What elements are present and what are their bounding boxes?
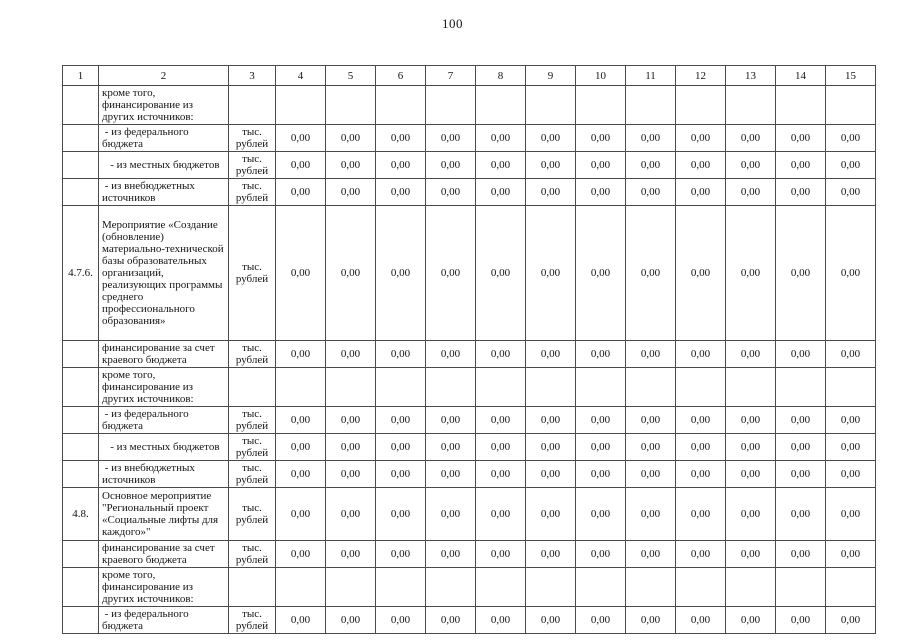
value-cell: 0,00	[626, 179, 676, 206]
value-cell: 0,00	[526, 407, 576, 434]
value-cell: 0,00	[476, 206, 526, 341]
value-cell: 0,00	[826, 206, 876, 341]
row-number: 4.8.	[63, 488, 99, 541]
value-cell: 0,00	[726, 206, 776, 341]
value-cell: 0,00	[276, 488, 326, 541]
value-cell	[576, 86, 626, 125]
value-cell: 0,00	[626, 125, 676, 152]
table-row	[63, 607, 876, 634]
value-cell: 0,00	[776, 341, 826, 368]
value-cell: 0,00	[326, 607, 376, 634]
table-header-cell: 8	[476, 66, 526, 86]
row-label: - из федерального бюджета	[99, 407, 229, 434]
value-cell	[826, 86, 876, 125]
value-cell: 0,00	[576, 341, 626, 368]
value-cell: 0,00	[676, 488, 726, 541]
value-cell: 0,00	[526, 434, 576, 461]
value-cell	[626, 368, 676, 407]
value-cell	[476, 568, 526, 607]
table-body	[63, 86, 876, 634]
value-cell	[676, 368, 726, 407]
row-number	[63, 607, 99, 634]
value-cell: 0,00	[626, 152, 676, 179]
row-unit: тыс. рублей	[229, 461, 276, 488]
value-cell	[376, 368, 426, 407]
value-cell	[376, 86, 426, 125]
value-cell: 0,00	[526, 607, 576, 634]
value-cell: 0,00	[426, 125, 476, 152]
value-cell: 0,00	[676, 541, 726, 568]
row-number	[63, 179, 99, 206]
value-cell: 0,00	[476, 125, 526, 152]
value-cell: 0,00	[426, 434, 476, 461]
value-cell: 0,00	[476, 407, 526, 434]
row-unit: тыс. рублей	[229, 434, 276, 461]
value-cell: 0,00	[476, 434, 526, 461]
value-cell: 0,00	[376, 461, 426, 488]
row-number	[63, 368, 99, 407]
table-header-cell: 14	[776, 66, 826, 86]
row-label: кроме того, финансирование из других источников:	[99, 368, 229, 407]
value-cell: 0,00	[376, 341, 426, 368]
value-cell: 0,00	[826, 488, 876, 541]
table-header-cell: 9	[526, 66, 576, 86]
value-cell	[726, 368, 776, 407]
value-cell: 0,00	[826, 461, 876, 488]
value-cell: 0,00	[576, 125, 626, 152]
value-cell	[426, 568, 476, 607]
row-unit: тыс. рублей	[229, 407, 276, 434]
value-cell: 0,00	[776, 125, 826, 152]
value-cell: 0,00	[526, 488, 576, 541]
value-cell	[676, 86, 726, 125]
value-cell: 0,00	[676, 434, 726, 461]
table-header-cell: 1	[63, 66, 99, 86]
value-cell: 0,00	[626, 488, 676, 541]
value-cell: 0,00	[476, 152, 526, 179]
value-cell	[726, 568, 776, 607]
value-cell: 0,00	[826, 407, 876, 434]
row-label: - из местных бюджетов	[99, 434, 229, 461]
value-cell: 0,00	[726, 434, 776, 461]
value-cell: 0,00	[726, 179, 776, 206]
value-cell	[576, 568, 626, 607]
row-unit: тыс. рублей	[229, 152, 276, 179]
value-cell: 0,00	[526, 152, 576, 179]
value-cell: 0,00	[326, 206, 376, 341]
value-cell: 0,00	[376, 179, 426, 206]
value-cell: 0,00	[576, 179, 626, 206]
row-label: финансирование за счет краевого бюджета	[99, 341, 229, 368]
value-cell: 0,00	[376, 407, 426, 434]
value-cell: 0,00	[826, 541, 876, 568]
value-cell: 0,00	[726, 461, 776, 488]
value-cell: 0,00	[576, 488, 626, 541]
table-header-cell: 13	[726, 66, 776, 86]
value-cell	[276, 86, 326, 125]
row-number	[63, 152, 99, 179]
value-cell: 0,00	[726, 541, 776, 568]
value-cell: 0,00	[376, 152, 426, 179]
table-row	[63, 568, 876, 607]
value-cell: 0,00	[426, 341, 476, 368]
value-cell: 0,00	[676, 152, 726, 179]
value-cell	[726, 86, 776, 125]
value-cell: 0,00	[776, 461, 826, 488]
table-row	[63, 179, 876, 206]
value-cell: 0,00	[276, 341, 326, 368]
row-label: Основное мероприятие "Региональный проект «Социальные лифты для каждого»"	[99, 488, 229, 541]
value-cell: 0,00	[576, 152, 626, 179]
value-cell: 0,00	[276, 407, 326, 434]
value-cell: 0,00	[476, 341, 526, 368]
value-cell	[776, 568, 826, 607]
value-cell: 0,00	[726, 607, 776, 634]
value-cell: 0,00	[626, 407, 676, 434]
value-cell	[476, 86, 526, 125]
value-cell: 0,00	[526, 125, 576, 152]
row-unit: тыс. рублей	[229, 125, 276, 152]
row-number	[63, 407, 99, 434]
value-cell: 0,00	[576, 407, 626, 434]
value-cell: 0,00	[676, 341, 726, 368]
value-cell: 0,00	[326, 179, 376, 206]
value-cell: 0,00	[576, 541, 626, 568]
value-cell	[326, 368, 376, 407]
value-cell: 0,00	[626, 206, 676, 341]
value-cell: 0,00	[326, 461, 376, 488]
table-row	[63, 461, 876, 488]
row-number	[63, 125, 99, 152]
value-cell: 0,00	[626, 461, 676, 488]
value-cell: 0,00	[326, 434, 376, 461]
value-cell: 0,00	[276, 152, 326, 179]
value-cell: 0,00	[526, 341, 576, 368]
value-cell: 0,00	[826, 179, 876, 206]
value-cell: 0,00	[826, 607, 876, 634]
value-cell: 0,00	[326, 541, 376, 568]
value-cell	[526, 368, 576, 407]
value-cell: 0,00	[376, 488, 426, 541]
value-cell: 0,00	[426, 407, 476, 434]
row-unit	[229, 86, 276, 125]
table-header-cell: 10	[576, 66, 626, 86]
row-number	[63, 86, 99, 125]
row-number	[63, 541, 99, 568]
value-cell: 0,00	[676, 206, 726, 341]
value-cell: 0,00	[276, 125, 326, 152]
value-cell: 0,00	[826, 341, 876, 368]
value-cell: 0,00	[576, 607, 626, 634]
value-cell: 0,00	[576, 206, 626, 341]
value-cell	[276, 568, 326, 607]
row-unit	[229, 368, 276, 407]
value-cell: 0,00	[376, 125, 426, 152]
value-cell	[826, 368, 876, 407]
budget-table	[62, 65, 876, 634]
value-cell: 0,00	[276, 206, 326, 341]
value-cell: 0,00	[626, 607, 676, 634]
table-header-cell: 7	[426, 66, 476, 86]
value-cell: 0,00	[426, 607, 476, 634]
value-cell: 0,00	[576, 461, 626, 488]
value-cell: 0,00	[426, 461, 476, 488]
row-label: - из внебюджетных источников	[99, 179, 229, 206]
value-cell: 0,00	[676, 461, 726, 488]
value-cell: 0,00	[326, 407, 376, 434]
value-cell	[576, 368, 626, 407]
value-cell: 0,00	[576, 434, 626, 461]
value-cell: 0,00	[426, 488, 476, 541]
value-cell: 0,00	[526, 179, 576, 206]
table-header-cell: 2	[99, 66, 229, 86]
value-cell	[276, 368, 326, 407]
row-label: - из федерального бюджета	[99, 125, 229, 152]
table-row	[63, 541, 876, 568]
value-cell: 0,00	[776, 206, 826, 341]
value-cell	[426, 86, 476, 125]
value-cell: 0,00	[426, 152, 476, 179]
row-unit: тыс. рублей	[229, 541, 276, 568]
value-cell: 0,00	[776, 434, 826, 461]
row-unit	[229, 568, 276, 607]
value-cell: 0,00	[776, 179, 826, 206]
row-unit: тыс. рублей	[229, 607, 276, 634]
table-row	[63, 125, 876, 152]
row-number	[63, 461, 99, 488]
row-label: кроме того, финансирование из других источников:	[99, 86, 229, 125]
value-cell: 0,00	[276, 179, 326, 206]
value-cell	[676, 568, 726, 607]
value-cell: 0,00	[626, 541, 676, 568]
row-label: - из внебюджетных источников	[99, 461, 229, 488]
value-cell: 0,00	[526, 461, 576, 488]
row-label: Мероприятие «Создание (обновление) материально-технической базы образовательных организаций, реализующих программы среднего профессионального образования»	[99, 206, 229, 341]
value-cell	[626, 568, 676, 607]
row-unit: тыс. рублей	[229, 179, 276, 206]
value-cell: 0,00	[776, 541, 826, 568]
row-number	[63, 341, 99, 368]
row-unit: тыс. рублей	[229, 206, 276, 341]
table-header-cell: 4	[276, 66, 326, 86]
value-cell	[526, 86, 576, 125]
value-cell	[776, 86, 826, 125]
value-cell: 0,00	[526, 206, 576, 341]
value-cell: 0,00	[726, 488, 776, 541]
table-row	[63, 152, 876, 179]
table-header-cell: 5	[326, 66, 376, 86]
value-cell: 0,00	[276, 434, 326, 461]
value-cell: 0,00	[676, 125, 726, 152]
value-cell	[376, 568, 426, 607]
value-cell: 0,00	[776, 488, 826, 541]
value-cell: 0,00	[726, 341, 776, 368]
value-cell: 0,00	[276, 461, 326, 488]
row-label: - из местных бюджетов	[99, 152, 229, 179]
value-cell: 0,00	[726, 125, 776, 152]
value-cell	[826, 568, 876, 607]
value-cell: 0,00	[826, 125, 876, 152]
row-label: кроме того, финансирование из других источников:	[99, 568, 229, 607]
value-cell: 0,00	[776, 407, 826, 434]
row-label: финансирование за счет краевого бюджета	[99, 541, 229, 568]
page-number: 100	[442, 16, 463, 31]
value-cell: 0,00	[276, 607, 326, 634]
value-cell	[326, 568, 376, 607]
row-unit: тыс. рублей	[229, 341, 276, 368]
value-cell	[476, 368, 526, 407]
value-cell: 0,00	[376, 541, 426, 568]
table-row	[63, 407, 876, 434]
table-row	[63, 206, 876, 341]
table-header-cell: 3	[229, 66, 276, 86]
table-row	[63, 368, 876, 407]
table-header-row	[63, 66, 876, 86]
value-cell	[776, 368, 826, 407]
value-cell: 0,00	[476, 461, 526, 488]
value-cell: 0,00	[826, 434, 876, 461]
row-number: 4.7.6.	[63, 206, 99, 341]
table-row	[63, 341, 876, 368]
value-cell: 0,00	[676, 407, 726, 434]
value-cell	[426, 368, 476, 407]
value-cell: 0,00	[476, 179, 526, 206]
value-cell: 0,00	[726, 407, 776, 434]
row-unit: тыс. рублей	[229, 488, 276, 541]
value-cell: 0,00	[676, 179, 726, 206]
value-cell: 0,00	[276, 541, 326, 568]
value-cell: 0,00	[326, 341, 376, 368]
value-cell: 0,00	[426, 179, 476, 206]
value-cell: 0,00	[426, 541, 476, 568]
table-header-cell: 15	[826, 66, 876, 86]
value-cell: 0,00	[326, 152, 376, 179]
table-row	[63, 434, 876, 461]
table-row	[63, 86, 876, 125]
value-cell: 0,00	[476, 488, 526, 541]
table-header-cell: 12	[676, 66, 726, 86]
table-row	[63, 488, 876, 541]
value-cell	[326, 86, 376, 125]
table-header-cell: 6	[376, 66, 426, 86]
value-cell: 0,00	[376, 607, 426, 634]
value-cell: 0,00	[776, 607, 826, 634]
value-cell: 0,00	[626, 341, 676, 368]
value-cell: 0,00	[626, 434, 676, 461]
value-cell: 0,00	[376, 206, 426, 341]
value-cell	[526, 568, 576, 607]
value-cell	[626, 86, 676, 125]
value-cell: 0,00	[476, 541, 526, 568]
value-cell: 0,00	[676, 607, 726, 634]
value-cell: 0,00	[326, 488, 376, 541]
value-cell: 0,00	[826, 152, 876, 179]
value-cell: 0,00	[476, 607, 526, 634]
value-cell: 0,00	[526, 541, 576, 568]
row-number	[63, 434, 99, 461]
value-cell: 0,00	[426, 206, 476, 341]
value-cell: 0,00	[376, 434, 426, 461]
value-cell: 0,00	[326, 125, 376, 152]
value-cell: 0,00	[776, 152, 826, 179]
value-cell: 0,00	[726, 152, 776, 179]
row-number	[63, 568, 99, 607]
row-label: - из федерального бюджета	[99, 607, 229, 634]
table-header-cell: 11	[626, 66, 676, 86]
